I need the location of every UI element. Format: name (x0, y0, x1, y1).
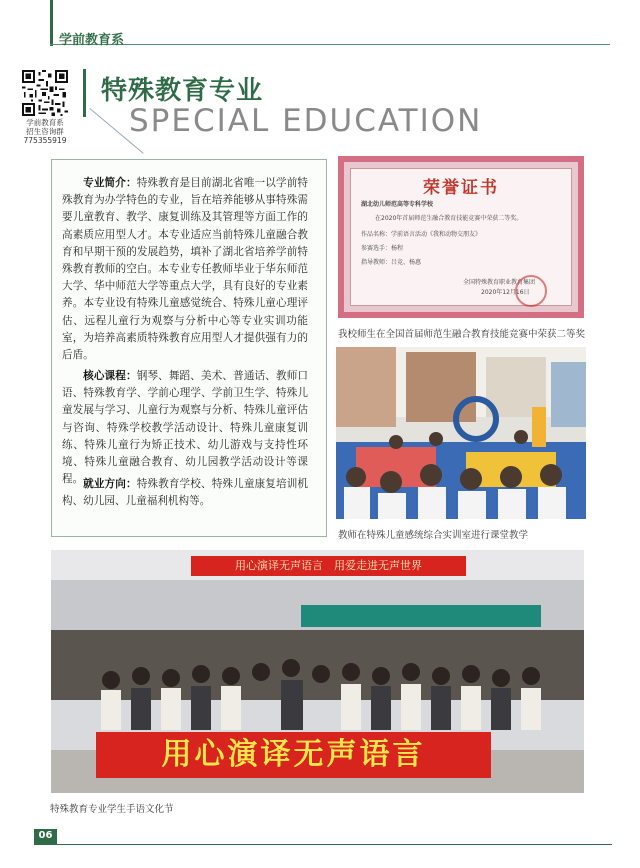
group-caption: 特殊教育专业学生手语文化节 (50, 804, 174, 815)
page-title: 特殊教育专业 (101, 76, 264, 106)
certificate-issuer: 全国特殊教育职业教育集团 (463, 279, 536, 286)
certificate-title: 荣誉证书 (423, 178, 499, 198)
qr-caption-line: 招生咨询群 (26, 127, 64, 136)
group-photo (51, 550, 584, 793)
careers-paragraph (62, 476, 308, 510)
title-accent-bar (83, 69, 86, 117)
certificate-paper (350, 168, 572, 306)
intro-label: 专业简介： (83, 177, 137, 189)
intro-text: 特殊教育是目前湖北省唯一以学前特殊教育为办学特色的专业，旨在培养能够从事特殊需要儿童教育、教学、康复训练及其管理等方面工作的高素质应用型人才。本专业适应当前特殊儿童融合教育和早期干预的发展趋势，填补了湖北省培养学前特殊教育教师的空白。本专业专任教师毕业于华东师范大学、华中师范大学等重点大学，具有良好的专业素养。本专业设有特殊儿童感觉统合、特殊儿童心理评估、远程儿童行为观察与分析中心等专业实训功能室，为培养高素质特殊教育应用型人才提供强有力的后盾。 (62, 177, 309, 362)
red-seal-stamp (515, 275, 547, 307)
certificate-recipient: 湖北幼儿师范高等专科学校 (361, 201, 434, 208)
page-subtitle: SPECIAL EDUCATION (129, 103, 483, 139)
header-accent-bar (50, 0, 53, 46)
courses-text: 钢琴、舞蹈、美术、普通话、教师口语、特殊教育学、学前心理学、学前卫生学、特殊儿童发展与学习、儿童行为观察与分析、特殊儿童评估与咨询、特殊学校教学活动设计、特殊儿童康复训练、特殊儿童行为矫正技术、幼儿游戏与支持性环境、特殊儿童融合教育、幼儿园教学活动设计等课程。 (62, 370, 309, 486)
classroom-caption: 教师在特殊儿童感统综合实训室进行课堂教学 (338, 530, 529, 541)
certificate-work: 作品名称：学前语言活动《我和动物交朋友》 (361, 231, 482, 238)
certificate-date: 2020年12月16日 (481, 289, 530, 296)
classroom-photo (336, 347, 586, 519)
page-number: 06 (38, 830, 53, 841)
intro-paragraph (62, 175, 308, 364)
certificate-line: 在2020年首届师范生融合教育技能竞赛中荣获二等奖。 (375, 215, 523, 222)
department-title: 学前教育系 (59, 33, 125, 48)
qr-caption-line: 学前教育系 (26, 118, 64, 127)
front-banner: 用心演译无声语言 (96, 732, 491, 778)
qr-code-icon (22, 70, 68, 116)
footer-rule (57, 844, 612, 845)
qr-caption-line: 775355919 (23, 136, 67, 145)
careers-text: 特殊教育学校、特殊儿童康复培训机构、幼儿园、儿童福利机构等。 (62, 478, 309, 508)
courses-label: 核心课程： (83, 370, 137, 382)
careers-label: 就业方向： (83, 478, 137, 490)
certificate-student: 参赛选手：杨程 (361, 245, 404, 252)
certificate-teacher: 指导教师：吕竞、杨惠 (361, 259, 422, 266)
header-rule (50, 44, 610, 45)
award-certificate-photo (338, 156, 584, 318)
award-caption: 我校师生在全国首届师范生融合教育技能竞赛中荣获二等奖 (338, 329, 586, 340)
courses-paragraph (62, 368, 308, 488)
top-banner: 用心演译无声语言 用爱走进无声世界 (191, 556, 466, 576)
